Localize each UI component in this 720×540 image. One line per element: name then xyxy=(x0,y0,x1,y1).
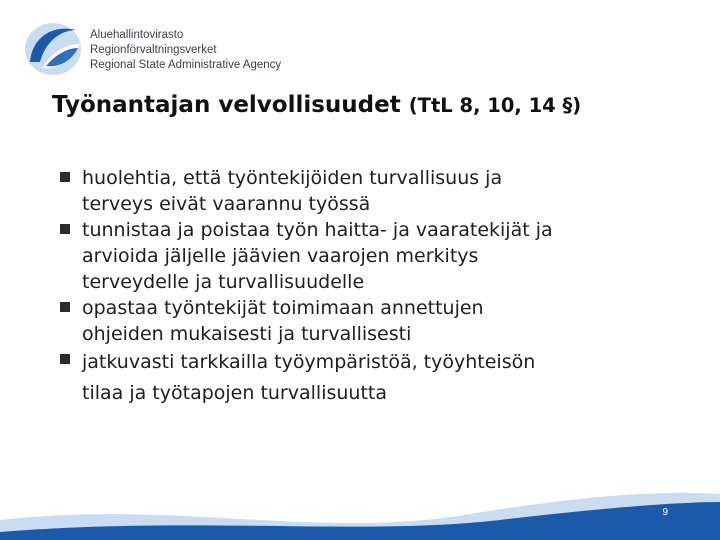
bullet-line: huolehtia, että työntekijöiden turvallisuus ja xyxy=(82,167,503,189)
page-number: 9 xyxy=(662,507,668,518)
bullet-line: tilaa ja työtapojen turvallisuutta xyxy=(82,382,387,404)
bullet-line: tunnistaa ja poistaa työn haitta- ja vaaratekijät ja xyxy=(82,219,553,241)
slide-title-reference: (TtL 8, 10, 14 §) xyxy=(408,94,582,117)
bullet-list xyxy=(60,165,710,409)
bullet-line: opastaa työntekijät toimimaan annettujen xyxy=(82,297,484,319)
footer-wave-decoration xyxy=(0,480,720,540)
bullet-line: arvioida jäljelle jäävien vaarojen merkitys xyxy=(82,245,479,267)
bullet-item xyxy=(60,165,710,217)
agency-logo xyxy=(22,18,292,80)
logo-text xyxy=(90,28,281,73)
square-bullet-icon xyxy=(60,224,70,234)
bullet-item xyxy=(60,295,710,347)
logo-line-sv: Regionförvaltningsverket xyxy=(90,44,217,56)
square-bullet-icon xyxy=(60,354,70,364)
bullet-item xyxy=(60,347,710,409)
bullet-line: ohjeiden mukaisesti ja turvallisesti xyxy=(82,323,412,345)
bullet-line: jatkuvasti tarkkailla työympäristöä, työyhteisön xyxy=(82,351,536,373)
avi-swirl-logo-icon xyxy=(22,18,84,80)
square-bullet-icon xyxy=(60,172,70,182)
slide-title-main: Työnantajan velvollisuudet xyxy=(52,92,401,118)
bullet-line: terveydelle ja turvallisuudelle xyxy=(82,271,365,293)
square-bullet-icon xyxy=(60,302,70,312)
slide-title xyxy=(52,92,581,118)
logo-line-fi: Aluehallintovirasto xyxy=(90,29,184,41)
logo-line-en: Regional State Administrative Agency xyxy=(90,59,282,71)
bullet-line: terveys eivät vaarannu työssä xyxy=(82,193,371,215)
bullet-item xyxy=(60,217,710,295)
